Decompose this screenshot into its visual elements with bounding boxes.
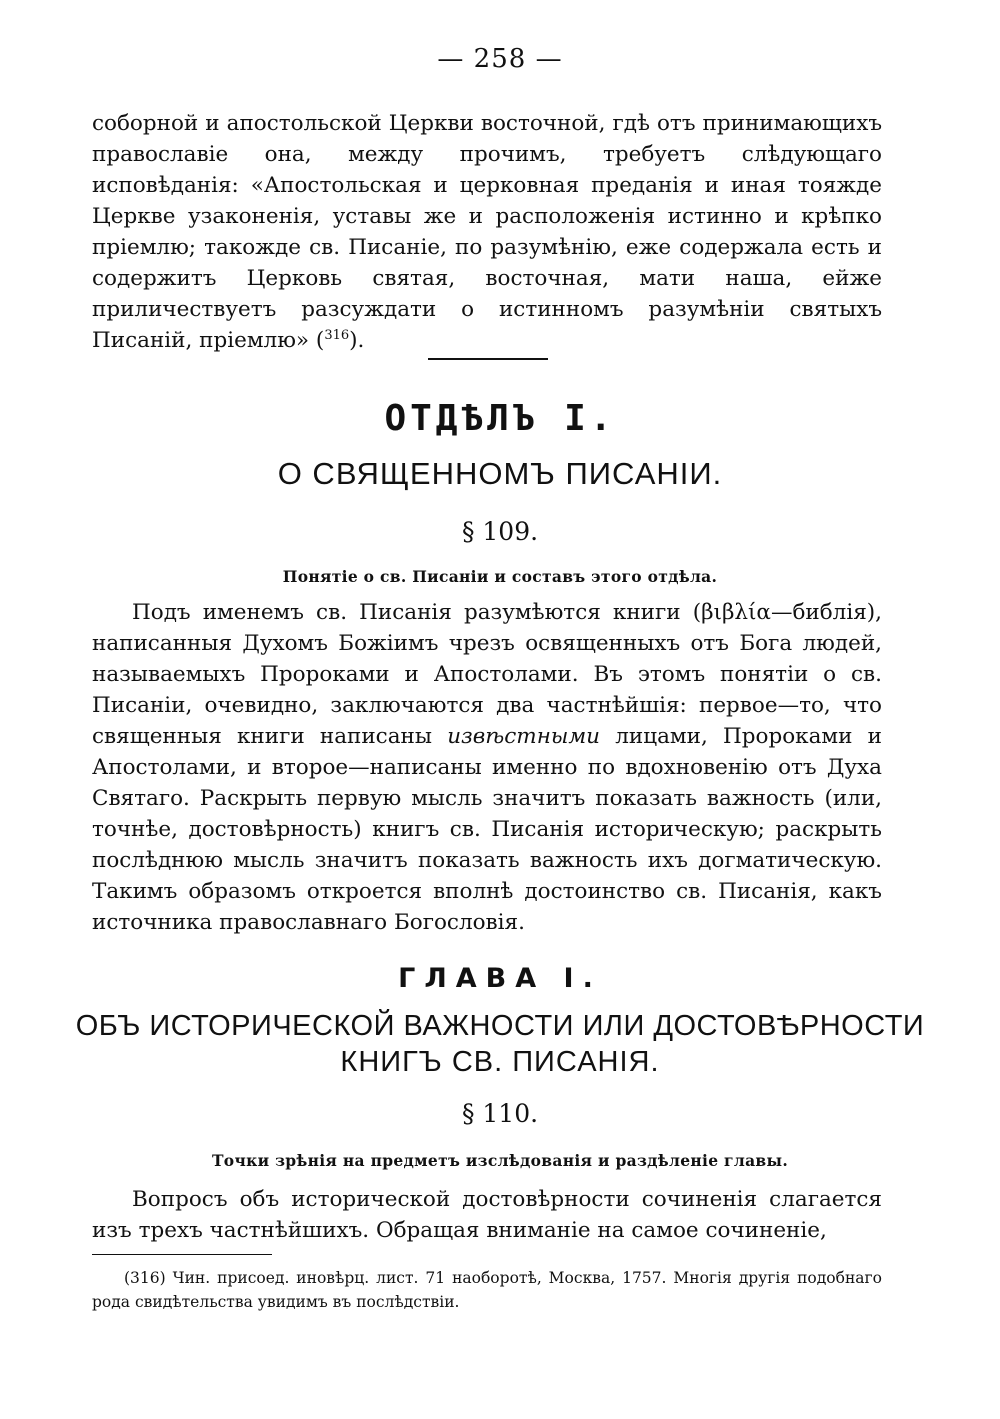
- section-109-text-a: Подъ именемъ св. Писанія разумѣются книги (βιβλία—библія), написанныя Духомъ Божіимъ чрезъ освященныхъ отъ Бога людей, называемыхъ Пророками и Апостолами. Въ этомъ понятіи о св. Писаніи, очевидно, заключаются два частнѣйшія: первое—то, что священныя книги написаны: [92, 600, 882, 749]
- intro-end: ).: [349, 328, 365, 353]
- intro-paragraph: [92, 108, 882, 356]
- emphasis-word: извѣстными: [447, 724, 601, 749]
- section-110-text: Вопросъ объ исторической достовѣрности сочиненія слагается изъ трехъ частнѣйшихъ. Обращая вниманіе на самое сочиненіе,: [92, 1187, 882, 1243]
- section-109-text-b: лицами, Пророками и Апостолами, и второе—написаны именно по вдохновенію отъ Духа Святаго. Раскрыть первую мысль значитъ показать важность (или, точнѣе, достовѣрность) книгъ св. Писанія историческую; раскрыть послѣднюю мысль значитъ показать важность ихъ догматическую. Такимъ образомъ откроется вполнѣ достоинство св. Писанія, какъ источника православнаго Богословія.: [92, 724, 883, 935]
- section-heading-109: Понятіе о св. Писаніи и составъ этого отдѣла.: [282, 567, 718, 586]
- section-110-paragraph: [92, 1184, 882, 1246]
- chapter-label: ГЛАВА I.: [398, 963, 602, 994]
- section-number-109: § 109.: [461, 517, 539, 546]
- part-title: ОТДѢЛЪ I.: [384, 398, 616, 439]
- footnote-ref: (316): [124, 1269, 166, 1287]
- footnote: [92, 1266, 882, 1314]
- section-heading-110: Точки зрѣнія на предметъ изслѣдованія и раздѣленіе главы.: [211, 1151, 789, 1170]
- chapter-title-line-2: КНИГЪ СВ. ПИСАНІЯ.: [340, 1046, 660, 1078]
- section-109-paragraph: [92, 597, 882, 938]
- section-number-110: § 110.: [461, 1099, 539, 1128]
- section-divider: [428, 358, 548, 360]
- page-number: — 258 —: [437, 44, 563, 74]
- intro-text: соборной и апостольской Церкви восточной, гдѣ отъ принимающихъ православіе она, между прочимъ, требуетъ слѣдующаго исповѣданія: «Апостольская и церковная преданія и иная тояжде Церкве узаконенія, уставы же и расположенія истинно и крѣпко пріемлю; такожде св. Писаніе, по разумѣнію, еже содержала есть и содержитъ Церковь святая, восточная, мати наша, ейже приличествуетъ разсуждати о истинномъ разумѣніи святыхъ Писаній, пріемлю» (: [92, 111, 882, 353]
- footnote-rule: [92, 1254, 272, 1255]
- chapter-title-line-1: ОБЪ ИСТОРИЧЕСКОЙ ВАЖНОСТИ ИЛИ ДОСТОВѢРНОСТИ: [75, 1010, 925, 1042]
- footnote-text: Чин. присоед. иновѣрц. лист. 71 наоборотѣ, Москва, 1757. Многія другія подобнаго рода свидѣтельства увидимъ въ послѣдствіи.: [92, 1269, 882, 1311]
- part-subtitle: О СВЯЩЕННОМЪ ПИСАНІИ.: [277, 456, 723, 491]
- footnote-reference: 316: [324, 327, 350, 343]
